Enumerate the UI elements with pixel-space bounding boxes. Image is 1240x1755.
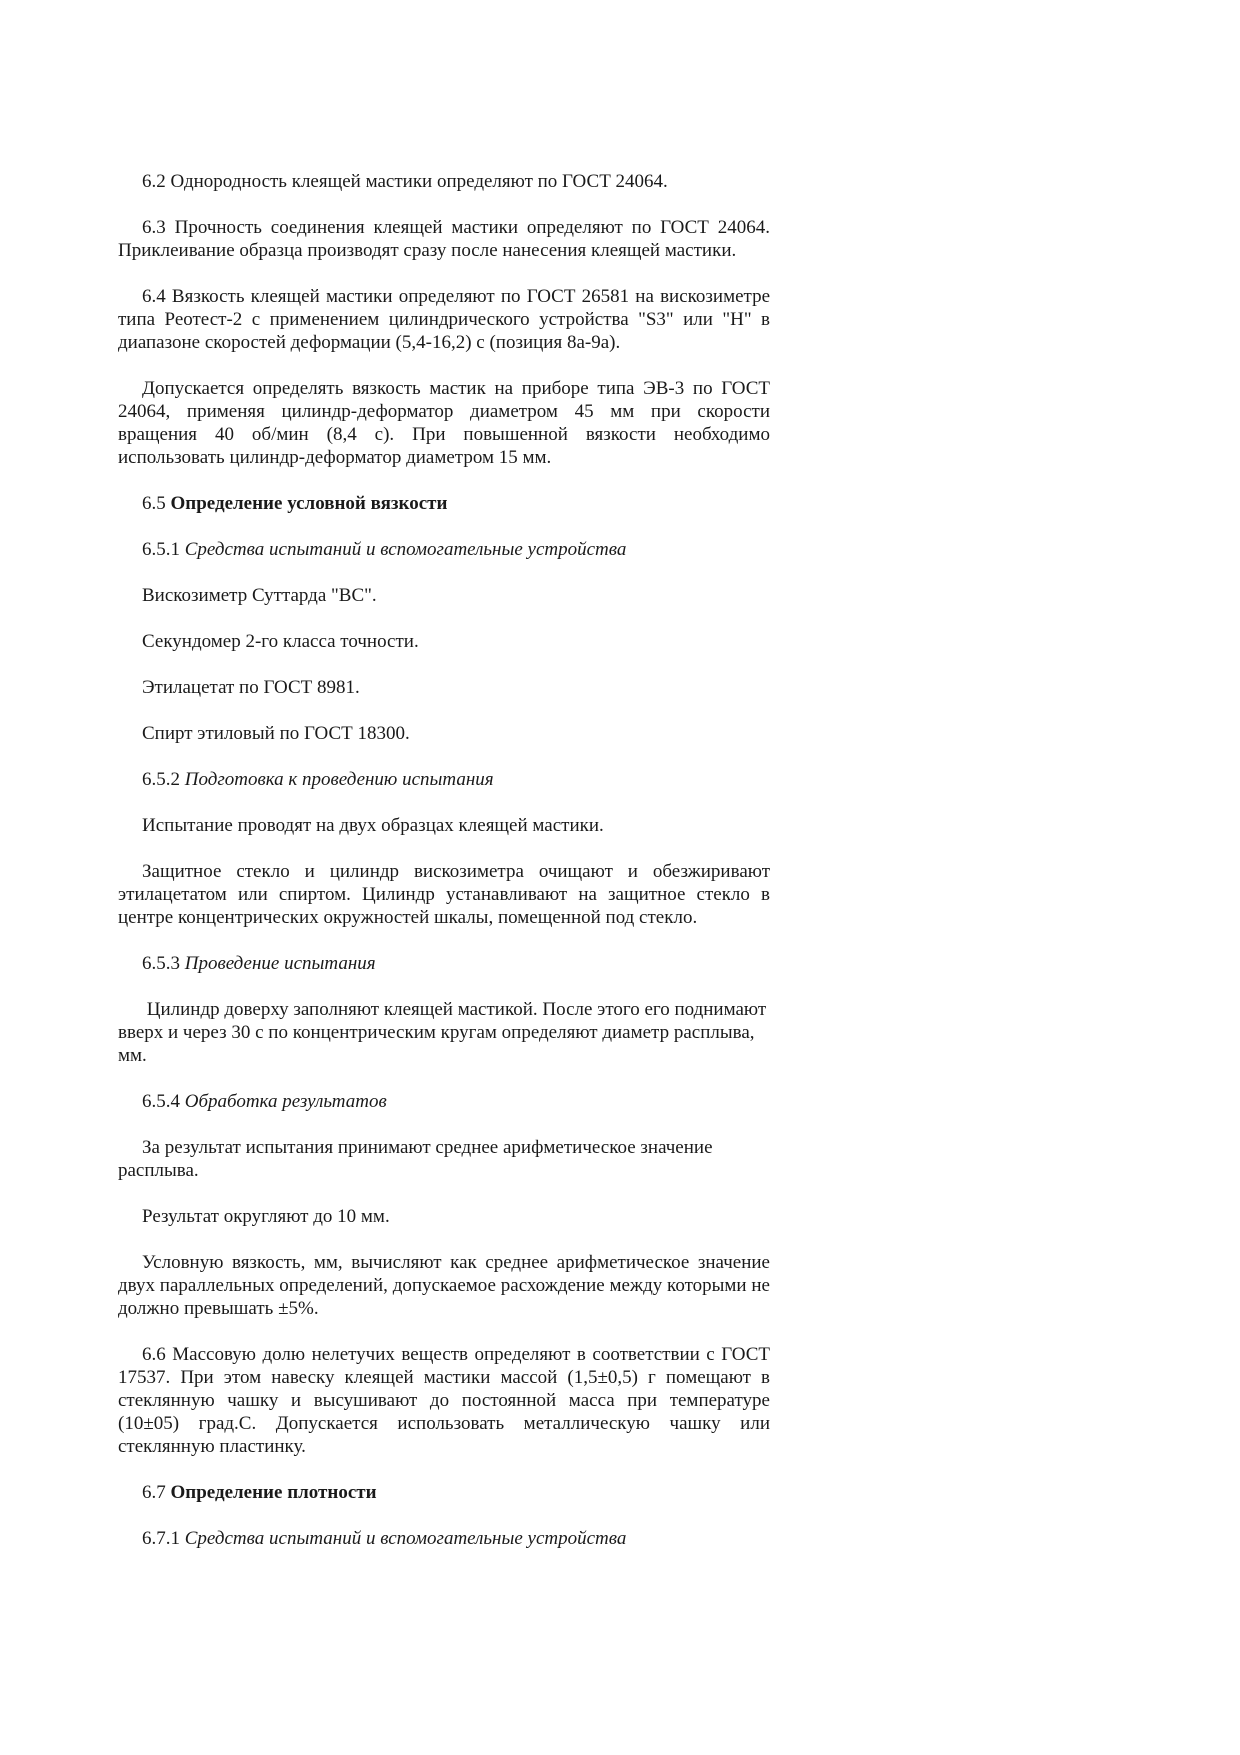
subheading-6-5-2 [118,768,770,791]
paragraph-6-4-viscosity-alt: Допускается определять вязкость мастик на приборе типа ЭВ-3 по ГОСТ 24064, применяя цилиндр-деформатор диаметром 45 мм при скорости вращения 40 об/мин (8,4 с). При повышенной вязкости необходимо использовать цилиндр-деформатор диаметром 15 мм. [118,378,770,468]
paragraph-6-6: 6.6 Массовую долю нелетучих веществ определяют в соответствии с ГОСТ 17537. При этом навеску клеящей мастики массой (1,5±0,5) г помещают в стеклянную чашку и высушивают до постоянной масса при температуре (10±05) град.С. Допускается использовать металлическую чашку или стеклянную пластинку. [118,1344,770,1457]
heading-title: Определение плотности [170,1482,377,1503]
document-body [118,170,770,1573]
subheading-number: 6.5.2 [142,769,180,790]
subheading-number: 6.5.4 [142,1091,180,1112]
subheading-number: 6.5.1 [142,539,180,560]
subheading-number: 6.5.3 [142,953,180,974]
paragraph-6-2: 6.2 Однородность клеящей мастики определяют по ГОСТ 24064. [142,171,668,192]
paragraph-6-4: 6.4 Вязкость клеящей мастики определяют по ГОСТ 26581 на вискозиметре типа Реотест-2 с применением цилиндрического устройства "S3" или "H" в диапазоне скоростей деформации (5,4-16,2) с (позиция 8а-9а). [118,286,770,353]
subheading-6-7-1 [118,1527,770,1550]
subheading-number: 6.7.1 [142,1528,180,1549]
list-item: Секундомер 2-го класса точности. [142,631,419,652]
paragraph-6-5-4-a: За результат испытания принимают среднее арифметическое значение расплыва. [118,1137,713,1181]
subheading-6-5-4 [118,1090,770,1113]
subheading-title: Обработка результатов [184,1091,387,1112]
heading-number: 6.7 [142,1482,166,1503]
list-item: Вискозиметр Суттарда "ВС". [142,585,377,606]
subheading-6-5-3 [118,952,770,975]
paragraph-6-5-4-c: Условную вязкость, мм, вычисляют как среднее арифметическое значение двух параллельных определений, допускаемое расхождение между которыми не должно превышать ±5%. [118,1252,770,1319]
heading-number: 6.5 [142,493,166,514]
list-item: Спирт этиловый по ГОСТ 18300. [142,723,410,744]
subheading-title: Проведение испытания [184,953,376,974]
subheading-title: Средства испытаний и вспомогательные устройства [184,1528,627,1549]
paragraph-6-5-2-b: Защитное стекло и цилиндр вискозиметра очищают и обезжиривают этилацетатом или спиртом. Цилиндр устанавливают на защитное стекло в центре концентрических окружностей шкалы, помещенной под стекло. [118,861,770,928]
paragraph-6-5-3-a: Цилиндр доверху заполняют клеящей мастикой. После этого его поднимают вверх и через 30 с по концентрическим кругам определяют диаметр расплыва, мм. [118,999,771,1066]
heading-title: Определение условной вязкости [170,493,448,514]
subheading-title: Средства испытаний и вспомогательные устройства [184,539,627,560]
subheading-6-5-1 [118,538,770,561]
heading-6-7 [118,1481,770,1504]
paragraph-6-5-4-b: Результат округляют до 10 мм. [142,1206,390,1227]
paragraph-6-5-2-a: Испытание проводят на двух образцах клеящей мастики. [142,815,604,836]
paragraph-6-3: 6.3 Прочность соединения клеящей мастики определяют по ГОСТ 24064. Приклеивание образца производят сразу после нанесения клеящей мастики. [118,217,770,261]
heading-6-5 [118,492,770,515]
subheading-title: Подготовка к проведению испытания [184,769,494,790]
list-item: Этилацетат по ГОСТ 8981. [142,677,360,698]
